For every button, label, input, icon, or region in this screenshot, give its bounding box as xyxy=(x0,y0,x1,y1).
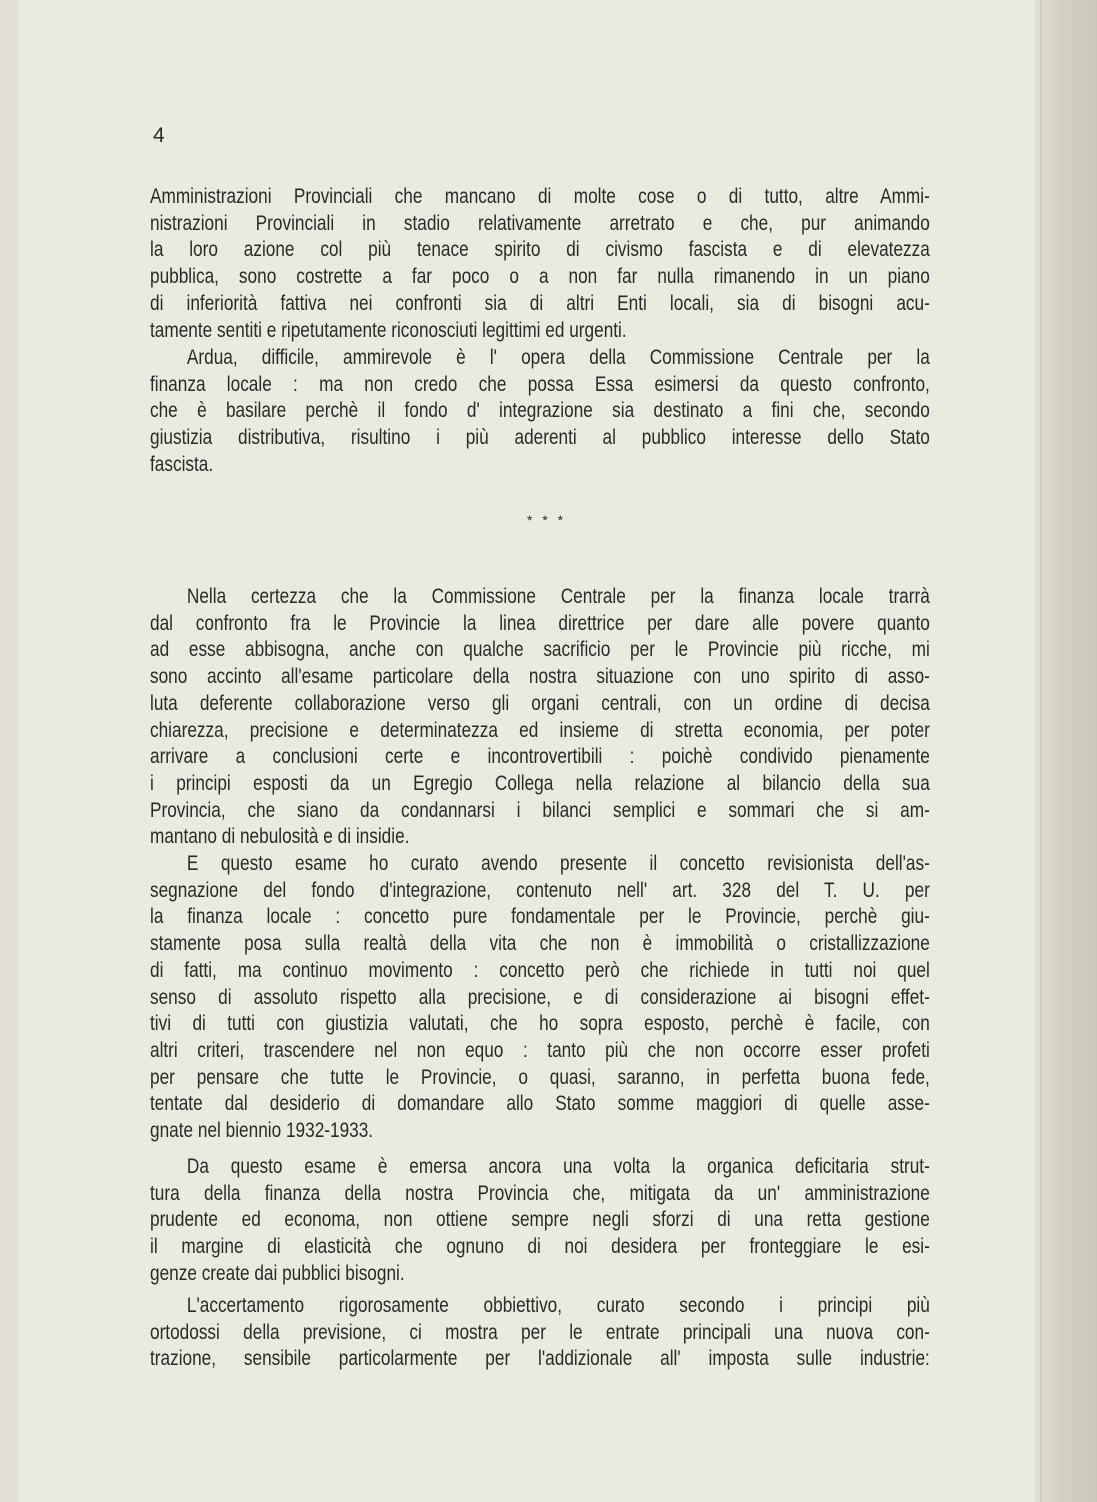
paragraph xyxy=(150,1293,930,1373)
paragraph xyxy=(150,584,930,851)
text-line: prudente ed economa, non ottiene sempre negli sforzi di una retta gestione xyxy=(150,1208,930,1232)
text-line: Ardua, difficile, ammirevole è l' opera della Commissione Centrale per la xyxy=(186,346,930,369)
text-line: luta deferente collaborazione verso gli organi centrali, con un ordine di decisa xyxy=(150,691,930,715)
text-line: tamente sentiti e ripetutamente riconosciuti legittimi ed urgenti. xyxy=(150,318,627,342)
text-line: di fatti, ma continuo movimento : concetto però che richiede in tutti noi quel xyxy=(150,958,930,982)
text-line: Da questo esame è emersa ancora una volta la organica deficitaria strut- xyxy=(186,1155,930,1178)
text-line: stamente posa sulla realtà della vita che non è immobilità o cristallizzazione xyxy=(150,932,930,956)
text-line: il margine di elasticità che ognuno di noi desidera per fronteggiare le esi- xyxy=(150,1235,930,1259)
text-line: che è basilare perchè il fondo d' integrazione sia destinato a fini che, secondo xyxy=(150,399,930,423)
text-line: L'accertamento rigorosamente obbiettivo, curato secondo i principi più xyxy=(186,1294,930,1317)
page-edge-line xyxy=(1040,0,1042,1502)
text-line: dal confronto fra le Provincie la linea direttrice per dare alle povere quanto xyxy=(150,611,930,635)
text-line: giustizia distributiva, risultino i più aderenti al pubblico interesse dello Stato xyxy=(150,426,930,450)
text-line: ortodossi della previsione, ci mostra per le entrate principali una nuova con- xyxy=(150,1320,930,1344)
text-line: senso di assoluto rispetto alla precisione, e di considerazione ai bisogni effet- xyxy=(150,985,930,1009)
text-line: fascista. xyxy=(150,452,214,476)
text-line: arrivare a conclusioni certe e incontrovertibili : poichè condivido pienamente xyxy=(150,745,930,769)
text-line: gnate nel biennio 1932-1933. xyxy=(150,1119,374,1143)
text-line: Amministrazioni Provinciali che mancano di molte cose o di tutto, altre Ammi- xyxy=(150,185,930,208)
text-line: tura della finanza della nostra Provincia che, mitigata da un' amministrazione xyxy=(150,1181,930,1205)
paragraph xyxy=(150,184,930,344)
text-line: trazione, sensibile particolarmente per l'addizionale all' imposta sulle industrie: xyxy=(150,1347,930,1371)
text-line: Provincia, che siano da condannarsi i bilanci semplici e sommari che si am- xyxy=(150,798,930,822)
text-line: segnazione del fondo d'integrazione, contenuto nell' art. 328 del T. U. per xyxy=(150,878,930,902)
paragraph xyxy=(150,1154,930,1288)
text-line: genze create dai pubblici bisogni. xyxy=(150,1261,405,1285)
text-line: Nella certezza che la Commissione Centrale per la finanza locale trarrà xyxy=(186,585,930,608)
text-line: sono accinto all'esame particolare della nostra situazione con uno spirito di asso- xyxy=(150,665,930,689)
text-line: per pensare che tutte le Provincie, o quasi, saranno, in perfetta buona fede, xyxy=(150,1065,930,1089)
text-line: mantano di nebulosità e di insidie. xyxy=(150,825,410,849)
page-number: 4 xyxy=(153,124,165,147)
text-line: la finanza locale : concetto pure fondamentale per le Provincie, perchè giu- xyxy=(150,905,930,929)
text-line: di inferiorità fattiva nei confronti sia di altri Enti locali, sia di bisogni acu- xyxy=(150,291,930,315)
text-line: chiarezza, precisione e determinatezza ed insieme di stretta economia, per poter xyxy=(150,718,930,742)
text-line: altri criteri, trascendere nel non equo : tanto più che non occorre esser profeti xyxy=(150,1038,930,1062)
text-line: E questo esame ho curato avendo presente il concetto revisionista dell'as- xyxy=(186,852,930,875)
section-separator: * * * xyxy=(527,512,567,528)
scan-border xyxy=(0,0,18,1502)
text-line: i principi esposti da un Egregio Collega nella relazione al bilancio della sua xyxy=(150,771,930,795)
paragraph xyxy=(150,851,930,1145)
paragraph xyxy=(150,345,930,479)
page-edge-shadow xyxy=(1035,0,1097,1502)
text-line: pubblica, sono costrette a far poco o a non far nulla rimanendo in un piano xyxy=(150,265,930,289)
text-line: la loro azione col più tenace spirito di civismo fascista e di elevatezza xyxy=(150,238,930,262)
text-line: ad esse abbisogna, anche con qualche sacrificio per le Provincie più ricche, mi xyxy=(150,638,930,662)
text-line: nistrazioni Provinciali in stadio relativamente arretrato e che, pur animando xyxy=(150,211,930,235)
text-line: finanza locale : ma non credo che possa Essa esimersi da questo confronto, xyxy=(150,372,930,396)
text-line: tivi di tutti con giustizia valutati, che ho sopra esposto, perchè è facile, con xyxy=(150,1012,930,1036)
text-line: tentate dal desiderio di domandare allo Stato somme maggiori di quelle asse- xyxy=(150,1092,930,1116)
